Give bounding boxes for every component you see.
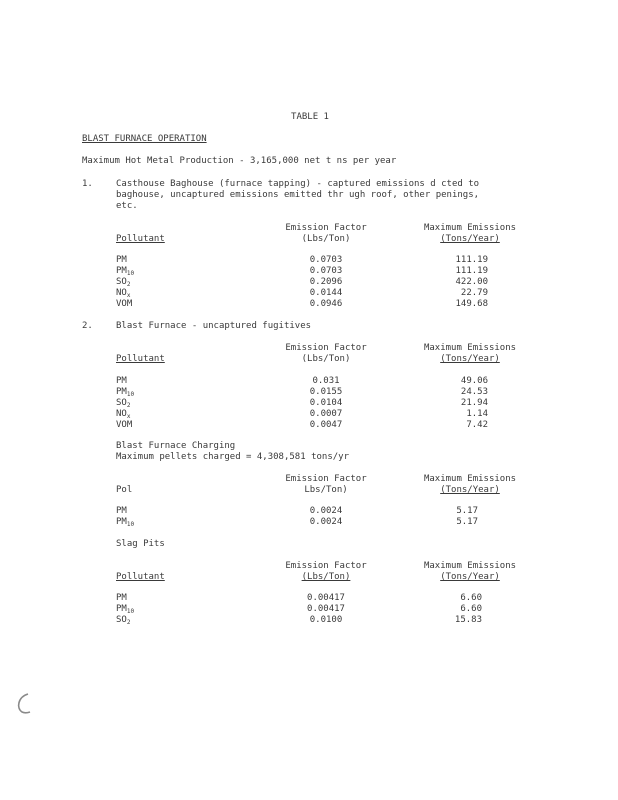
max-emissions-value: 5.17 <box>456 506 478 516</box>
charging-me-header: Maximum Emissions <box>423 474 517 484</box>
section1-ef-unit: (Lbs/Ton) <box>301 234 351 244</box>
max-emissions-value: 111.19 <box>455 255 488 265</box>
section2-desc: Blast Furnace - uncaptured fugitives <box>116 321 312 331</box>
table-row <box>116 398 130 409</box>
max-emissions-value: 1.14 <box>466 409 488 419</box>
section2-pollutant-header: Pollutant <box>116 354 165 364</box>
charging-ef-header: Emission Factor <box>285 474 367 484</box>
table-row <box>116 593 127 604</box>
charging-pollutant-header: Pol <box>116 485 133 495</box>
section2-ef-header: Emission Factor <box>285 343 367 353</box>
emission-factor-value: 0.0047 <box>309 420 343 430</box>
emission-factor-value: 0.0024 <box>309 517 343 527</box>
max-emissions-value: 49.06 <box>460 376 488 386</box>
table-row <box>116 288 130 299</box>
pollutant-subscript: 2 <box>126 281 131 288</box>
table-row <box>116 409 130 420</box>
emission-factor-value: 0.0104 <box>309 398 343 408</box>
section1-desc-line1: Casthouse Baghouse (furnace tapping) - captured emissions d cted to <box>116 179 480 189</box>
max-emissions-value: 422.00 <box>455 277 488 287</box>
emission-factor-value: 0.031 <box>312 376 340 386</box>
pollutant-name: PM <box>116 387 127 397</box>
max-emissions-value: 22.79 <box>460 288 488 298</box>
emission-factor-value: 0.0100 <box>309 615 343 625</box>
slag-ef-header: Emission Factor <box>285 561 367 571</box>
pollutant-subscript: 10 <box>126 608 135 615</box>
section-title: BLAST FURNACE OPERATION <box>82 134 207 144</box>
pollutant-name: PM <box>116 604 127 614</box>
emission-factor-value: 0.0144 <box>309 288 343 298</box>
section2-ef-unit: (Lbs/Ton) <box>301 354 351 364</box>
section2-me-unit: (Tons/Year) <box>440 354 500 364</box>
emission-factor-value: 0.2096 <box>309 277 343 287</box>
section1-ef-header: Emission Factor <box>285 223 367 233</box>
section1-number: 1. <box>82 179 93 189</box>
max-emissions-value: 6.60 <box>460 604 482 614</box>
section1-me-unit: (Tons/Year) <box>440 234 500 244</box>
section1-desc-line2: baghouse, uncaptured emissions emitted thr ugh roof, other penings, <box>116 190 480 200</box>
pollutant-name: SO <box>116 615 127 625</box>
charging-desc: Maximum pellets charged = 4,308,581 tons/yr <box>116 452 349 462</box>
charging-title: Blast Furnace Charging <box>116 441 236 451</box>
pollutant-name: SO <box>116 398 127 408</box>
pollutant-name: SO <box>116 277 127 287</box>
max-emissions-value: 7.42 <box>466 420 488 430</box>
section2-me-header: Maximum Emissions <box>423 343 517 353</box>
pollutant-name: PM <box>116 376 127 386</box>
slag-ef-unit: (Lbs/Ton) <box>301 572 351 582</box>
pollutant-name: VOM <box>116 420 133 430</box>
max-emissions-value: 24.53 <box>460 387 488 397</box>
pollutant-name: NO <box>116 409 127 419</box>
table-row <box>116 420 132 431</box>
table-row <box>116 255 127 266</box>
production-line: Maximum Hot Metal Production - 3,165,000 net t ns per year <box>82 156 397 166</box>
max-emissions-value: 5.17 <box>456 517 478 527</box>
pollutant-name: PM <box>116 266 127 276</box>
section1-me-header: Maximum Emissions <box>423 223 517 233</box>
emission-factor-value: 0.0946 <box>309 299 343 309</box>
table-row <box>116 387 134 398</box>
pollutant-subscript: x <box>126 292 131 299</box>
max-emissions-value: 111.19 <box>455 266 488 276</box>
charging-me-unit: (Tons/Year) <box>440 485 500 495</box>
charging-ef-unit: Lbs/Ton) <box>304 485 348 495</box>
pollutant-name: PM <box>116 517 127 527</box>
slag-pollutant-header: Pollutant <box>116 572 165 582</box>
pollutant-subscript: 10 <box>126 270 135 277</box>
scan-artifact-mark <box>14 692 34 716</box>
emission-factor-value: 0.0007 <box>309 409 343 419</box>
section2-number: 2. <box>82 321 93 331</box>
pollutant-subscript: 10 <box>126 521 135 528</box>
table-row <box>116 615 130 626</box>
max-emissions-value: 15.83 <box>454 615 482 625</box>
max-emissions-value: 149.68 <box>455 299 488 309</box>
pollutant-name: PM <box>116 506 127 516</box>
table-title: TABLE 1 <box>291 112 329 122</box>
max-emissions-value: 21.94 <box>460 398 488 408</box>
table-row <box>116 517 134 528</box>
table-row <box>116 604 134 615</box>
emission-factor-value: 0.0703 <box>309 255 343 265</box>
emission-factor-value: 0.0703 <box>309 266 343 276</box>
table-row <box>116 299 132 310</box>
section1-desc-line3: etc. <box>116 201 138 211</box>
pollutant-subscript: 2 <box>126 619 131 626</box>
pollutant-name: NO <box>116 288 127 298</box>
slag-title: Slag Pits <box>116 539 165 549</box>
pollutant-name: PM <box>116 593 127 603</box>
table-row <box>116 506 127 517</box>
pollutant-name: PM <box>116 255 127 265</box>
slag-me-unit: (Tons/Year) <box>440 572 500 582</box>
slag-me-header: Maximum Emissions <box>423 561 517 571</box>
emission-factor-value: 0.00417 <box>307 593 345 603</box>
pollutant-subscript: 10 <box>126 391 135 398</box>
table-row <box>116 376 127 387</box>
pollutant-subscript: x <box>126 413 131 420</box>
max-emissions-value: 6.60 <box>460 593 482 603</box>
emission-factor-value: 0.0024 <box>309 506 343 516</box>
pollutant-subscript: 2 <box>126 402 131 409</box>
emission-factor-value: 0.00417 <box>307 604 345 614</box>
table-row <box>116 277 130 288</box>
emission-factor-value: 0.0155 <box>309 387 343 397</box>
section1-pollutant-header: Pollutant <box>116 234 165 244</box>
table-row <box>116 266 134 277</box>
pollutant-name: VOM <box>116 299 133 309</box>
